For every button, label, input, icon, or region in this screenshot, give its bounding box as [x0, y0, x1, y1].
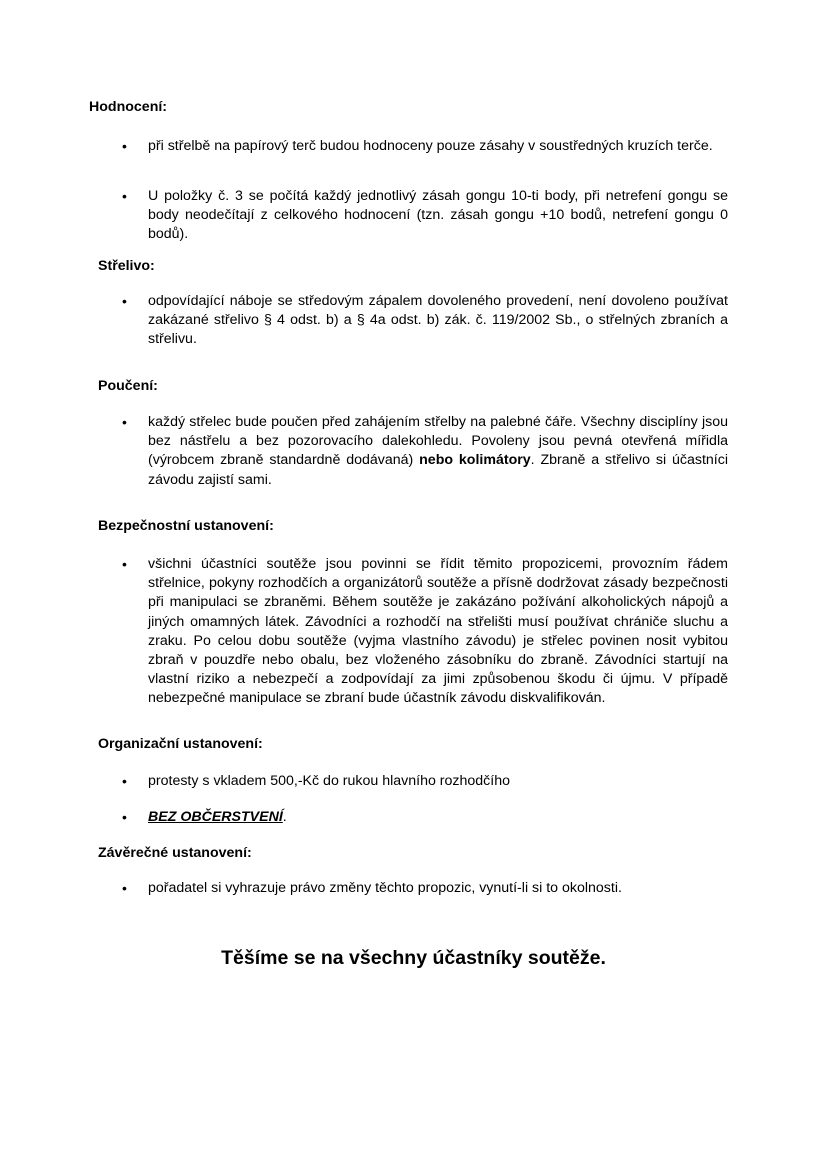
bullet-icon: • — [122, 293, 127, 309]
heading-strelivo: Střelivo: — [98, 258, 155, 274]
bullet-icon: • — [122, 556, 127, 572]
emphasis-text: nebo kolimátory — [419, 452, 531, 469]
list-item: odpovídající náboje se středovým zápalem dovoleného provedení, není dovoleno používat zakázané střelivo § 4 odst. b) a § 4a odst. b) zák. č. 119/2002 Sb., o střelných zbraních a střelivu. — [148, 293, 728, 348]
list-item — [148, 413, 728, 490]
list-item: protesty s vkladem 500,-Kč do rukou hlavního rozhodčího — [148, 773, 510, 789]
heading-bezpecnostni: Bezpečnostní ustanovení: — [98, 518, 274, 534]
heading-organizacni: Organizační ustanovení: — [98, 736, 263, 752]
closing-message: Těšíme se na všechny účastníky soutěže. — [221, 947, 606, 969]
list-item: U položky č. 3 se počítá každý jednotlivý zásah gongu 10-ti body, při netrefení gongu se body neodečítají z celkového hodnocení (tzn. zásah gongu +10 bodů, netrefení gongu 0 bodů). — [148, 188, 728, 243]
bullet-icon: • — [122, 414, 127, 430]
text: . — [282, 809, 287, 825]
text: každý střelec bude poučen před zahájením střelby na palebné čáře. Všechny disciplíny jsou bez nástřelu a bez pozorovacího dalekohledu. Povoleny jsou pevná otevřená mířidla (výrobcem zbraně standardně dodávaná) — [148, 414, 728, 469]
bullet-icon: • — [122, 773, 127, 789]
heading-pouceni: Poučení: — [98, 378, 158, 394]
text: . Zbraně a střelivo si účastníci závodu zajistí sami. — [148, 452, 728, 488]
bullet-icon: • — [122, 880, 127, 896]
list-item: všichni účastníci soutěže jsou povinni se řídit těmito propozicemi, provozním řádem střelnice, pokyny rozhodčích a organizátorů soutěže a přísně dodržovat zásady bezpečnosti při manipulaci se zbraněmi. Během soutěže je zakázáno požívání alkoholických nápojů a jiných omamných látek. Závodníci a rozhodčí na střelišti musí používat chrániče sluchu a zraku. Po celou dobu soutěže (vyjma vlastního závodu) je střelec povinen nosit vybitou zbraň v pouzdře nebo obalu, bez vloženého zásobníku do zbraně. Závodníci startují na vlastní riziko a nebezpečí a zodpovídají za jimi způsobenou škodu či újmu. V případě nebezpečné manipulace se zbraní bude účastník závodu diskvalifikován. — [148, 556, 728, 707]
list-item: pořadatel si vyhrazuje právo změny těchto propozic, vynutí-li si to okolnosti. — [148, 880, 622, 896]
bullet-icon: • — [122, 188, 127, 204]
bullet-icon: • — [122, 809, 127, 825]
list-item — [148, 808, 728, 827]
list-item: při střelbě na papírový terč budou hodnoceny pouze zásahy v soustředných kruzích terče. — [148, 138, 713, 154]
heading-hodnoceni: Hodnocení: — [89, 99, 168, 115]
no-refreshments-notice: BEZ OBČERSTVENÍ — [148, 809, 283, 825]
bullet-icon: • — [122, 138, 127, 154]
heading-zaverecne: Závěrečné ustanovení: — [98, 845, 252, 861]
